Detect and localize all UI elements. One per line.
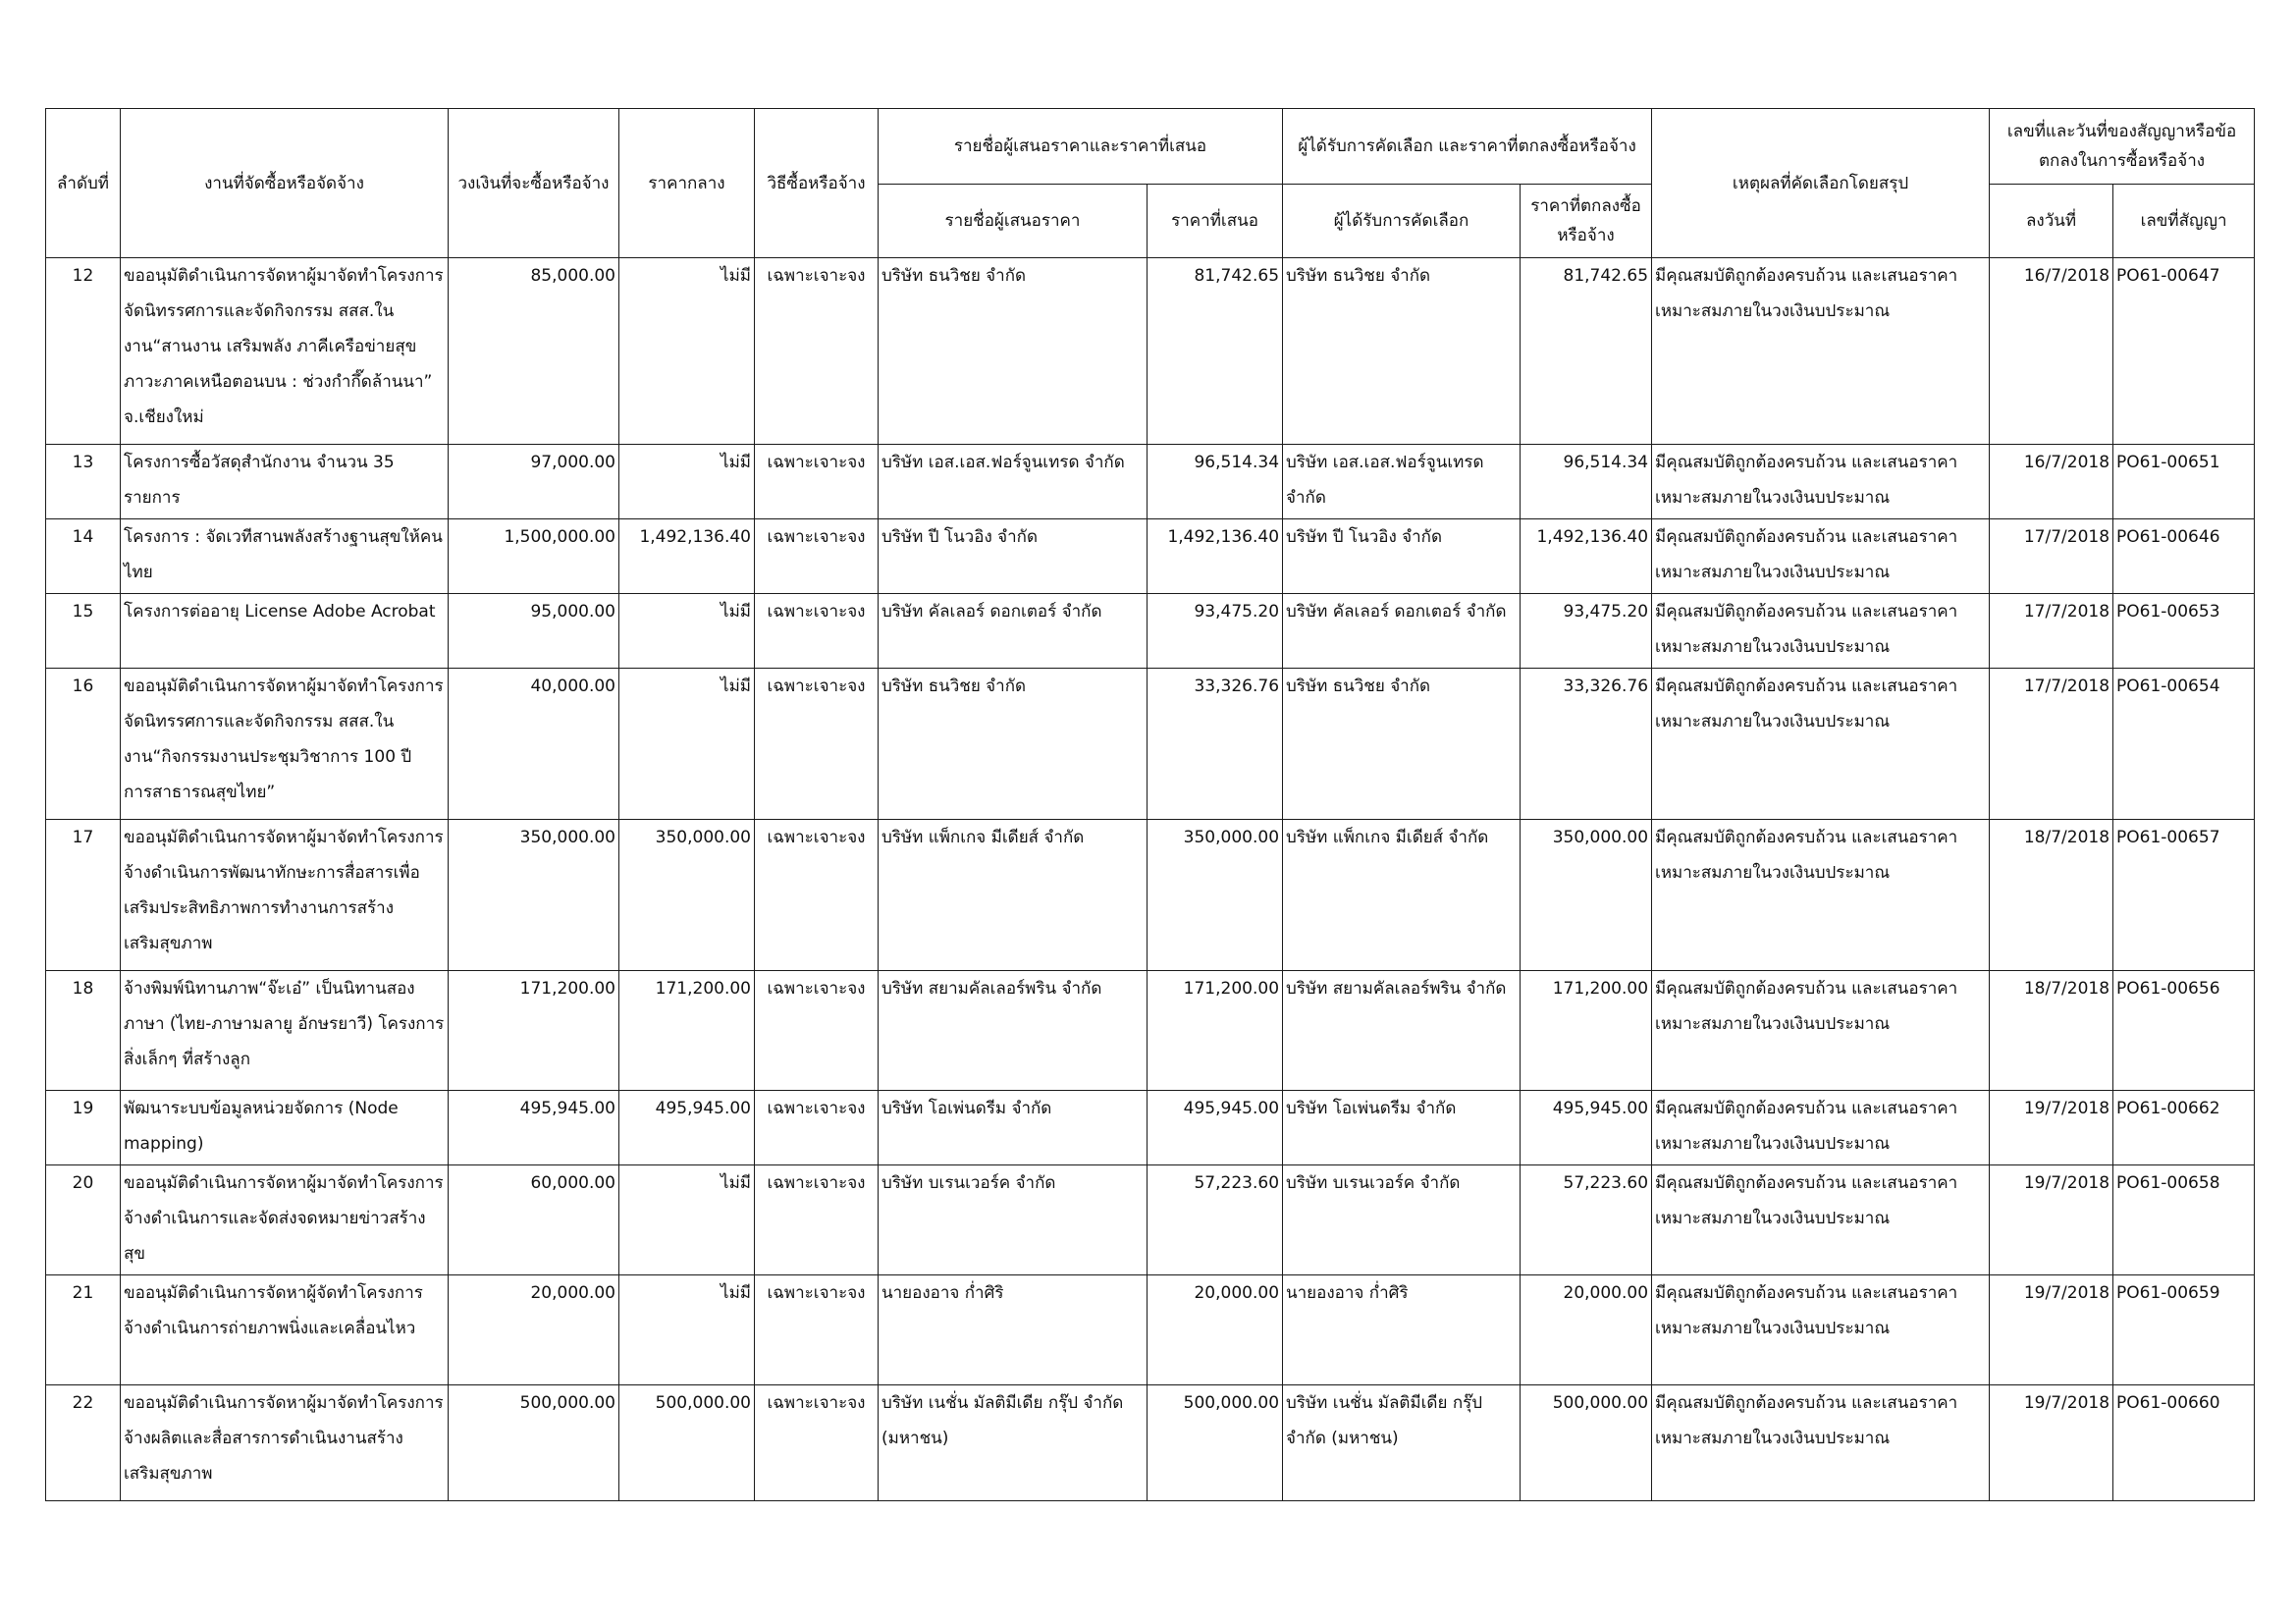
cell-agreed-price: 96,514.34 bbox=[1521, 445, 1652, 519]
cell-item: ขออนุมัติดำเนินการจัดหาผู้มาจัดทำโครงการจัดนิทรรศการและจัดกิจกรรม สสส.ในงาน“กิจกรรมงานประชุมวิชาการ 100 ปี การสาธารณสุขไทย” bbox=[121, 669, 449, 820]
cell-budget: 500,000.00 bbox=[449, 1385, 619, 1501]
cell-winner: บริษัท คัลเลอร์ ดอกเตอร์ จำกัด bbox=[1283, 594, 1521, 669]
cell-no: 14 bbox=[46, 519, 121, 594]
cell-bidder: บริษัท โอเพ่นดรีม จำกัด bbox=[879, 1091, 1148, 1165]
cell-agreed-price: 1,492,136.40 bbox=[1521, 519, 1652, 594]
cell-bidder: บริษัท แพ็กเกจ มีเดียส์ จำกัด bbox=[879, 820, 1148, 971]
cell-item: ขออนุมัติดำเนินการจัดหาผู้จัดทำโครงการจ้างดำเนินการถ่ายภาพนิ่งและเคลื่อนไหว bbox=[121, 1275, 449, 1385]
cell-agreed-price: 20,000.00 bbox=[1521, 1275, 1652, 1385]
cell-date: 16/7/2018 bbox=[1990, 445, 2113, 519]
cell-bid-price: 1,492,136.40 bbox=[1148, 519, 1283, 594]
cell-contract-no: PO61-00653 bbox=[2113, 594, 2255, 669]
cell-reason: มีคุณสมบัติถูกต้องครบถ้วน และเสนอราคาเหมาะสมภายในวงเงินบประมาณ bbox=[1652, 971, 1990, 1091]
cell-method: เฉพาะเจาะจง bbox=[755, 669, 879, 820]
cell-contract-no: PO61-00658 bbox=[2113, 1165, 2255, 1275]
table-row bbox=[46, 1275, 2255, 1385]
cell-date: 19/7/2018 bbox=[1990, 1091, 2113, 1165]
cell-date: 17/7/2018 bbox=[1990, 519, 2113, 594]
cell-bidder: บริษัท เอส.เอส.ฟอร์จูนเทรด จำกัด bbox=[879, 445, 1148, 519]
cell-median: ไม่มี bbox=[619, 258, 755, 445]
cell-reason: มีคุณสมบัติถูกต้องครบถ้วน และเสนอราคาเหมาะสมภายในวงเงินบประมาณ bbox=[1652, 519, 1990, 594]
cell-winner: บริษัท ปี โนวอิง จำกัด bbox=[1283, 519, 1521, 594]
cell-contract-no: PO61-00651 bbox=[2113, 445, 2255, 519]
cell-bidder: บริษัท ปี โนวอิง จำกัด bbox=[879, 519, 1148, 594]
cell-agreed-price: 81,742.65 bbox=[1521, 258, 1652, 445]
table-row bbox=[46, 820, 2255, 971]
table-row bbox=[46, 669, 2255, 820]
cell-date: 19/7/2018 bbox=[1990, 1165, 2113, 1275]
cell-winner: บริษัท โอเพ่นดรีม จำกัด bbox=[1283, 1091, 1521, 1165]
cell-method: เฉพาะเจาะจง bbox=[755, 594, 879, 669]
cell-item: ขออนุมัติดำเนินการจัดหาผู้มาจัดทำโครงการจ้างดำเนินการพัฒนาทักษะการสื่อสารเพื่อเสริมประสิทธิภาพการทำงานการสร้างเสริมสุขภาพ bbox=[121, 820, 449, 971]
cell-bidder: บริษัท สยามคัลเลอร์พริน จำกัด bbox=[879, 971, 1148, 1091]
cell-date: 17/7/2018 bbox=[1990, 594, 2113, 669]
cell-no: 17 bbox=[46, 820, 121, 971]
table-row bbox=[46, 1091, 2255, 1165]
cell-median: ไม่มี bbox=[619, 669, 755, 820]
cell-bid-price: 20,000.00 bbox=[1148, 1275, 1283, 1385]
header-reason: เหตุผลที่คัดเลือกโดยสรุป bbox=[1652, 109, 1990, 258]
cell-contract-no: PO61-00662 bbox=[2113, 1091, 2255, 1165]
header-bidders-group: รายชื่อผู้เสนอราคาและราคาที่เสนอ bbox=[879, 109, 1283, 185]
table-row bbox=[46, 445, 2255, 519]
cell-budget: 350,000.00 bbox=[449, 820, 619, 971]
cell-bid-price: 81,742.65 bbox=[1148, 258, 1283, 445]
cell-median: 500,000.00 bbox=[619, 1385, 755, 1501]
cell-budget: 171,200.00 bbox=[449, 971, 619, 1091]
cell-median: ไม่มี bbox=[619, 1275, 755, 1385]
cell-method: เฉพาะเจาะจง bbox=[755, 971, 879, 1091]
cell-median: ไม่มี bbox=[619, 1165, 755, 1275]
cell-bid-price: 93,475.20 bbox=[1148, 594, 1283, 669]
cell-agreed-price: 171,200.00 bbox=[1521, 971, 1652, 1091]
header-no: ลำดับที่ bbox=[46, 109, 121, 258]
cell-median: 350,000.00 bbox=[619, 820, 755, 971]
cell-agreed-price: 33,326.76 bbox=[1521, 669, 1652, 820]
table-row bbox=[46, 594, 2255, 669]
cell-reason: มีคุณสมบัติถูกต้องครบถ้วน และเสนอราคาเหมาะสมภายในวงเงินบประมาณ bbox=[1652, 445, 1990, 519]
cell-method: เฉพาะเจาะจง bbox=[755, 445, 879, 519]
table-row bbox=[46, 519, 2255, 594]
cell-contract-no: PO61-00656 bbox=[2113, 971, 2255, 1091]
cell-date: 19/7/2018 bbox=[1990, 1275, 2113, 1385]
table-row bbox=[46, 1385, 2255, 1501]
cell-bid-price: 57,223.60 bbox=[1148, 1165, 1283, 1275]
cell-budget: 495,945.00 bbox=[449, 1091, 619, 1165]
procurement-table bbox=[45, 108, 2255, 1501]
cell-reason: มีคุณสมบัติถูกต้องครบถ้วน และเสนอราคาเหมาะสมภายในวงเงินบประมาณ bbox=[1652, 594, 1990, 669]
cell-item: ขออนุมัติดำเนินการจัดหาผู้มาจัดทำโครงการจัดนิทรรศการและจัดกิจกรรม สสส.ในงาน“สานงาน เสริมพลัง ภาคีเครือข่ายสุขภาวะภาคเหนือตอนบน : ช่วงกำกึ๊ดล้านนา” จ.เชียงใหม่ bbox=[121, 258, 449, 445]
cell-contract-no: PO61-00646 bbox=[2113, 519, 2255, 594]
cell-agreed-price: 500,000.00 bbox=[1521, 1385, 1652, 1501]
cell-item: โครงการซื้อวัสดุสำนักงาน จำนวน 35 รายการ bbox=[121, 445, 449, 519]
table-body bbox=[46, 258, 2255, 1501]
cell-method: เฉพาะเจาะจง bbox=[755, 1275, 879, 1385]
cell-contract-no: PO61-00659 bbox=[2113, 1275, 2255, 1385]
cell-contract-no: PO61-00647 bbox=[2113, 258, 2255, 445]
header-method: วิธีซื้อหรือจ้าง bbox=[755, 109, 879, 258]
cell-winner: บริษัท บเรนเวอร์ค จำกัด bbox=[1283, 1165, 1521, 1275]
cell-date: 18/7/2018 bbox=[1990, 971, 2113, 1091]
cell-median: 495,945.00 bbox=[619, 1091, 755, 1165]
cell-winner: บริษัท เนชั่น มัลติมีเดีย กรุ๊ป จำกัด (มหาชน) bbox=[1283, 1385, 1521, 1501]
header-contract-no: เลขที่สัญญา bbox=[2113, 185, 2255, 258]
cell-reason: มีคุณสมบัติถูกต้องครบถ้วน และเสนอราคาเหมาะสมภายในวงเงินบประมาณ bbox=[1652, 258, 1990, 445]
cell-agreed-price: 495,945.00 bbox=[1521, 1091, 1652, 1165]
cell-winner: บริษัท สยามคัลเลอร์พริน จำกัด bbox=[1283, 971, 1521, 1091]
cell-item: พัฒนาระบบข้อมูลหน่วยจัดการ (Node mapping) bbox=[121, 1091, 449, 1165]
cell-reason: มีคุณสมบัติถูกต้องครบถ้วน และเสนอราคาเหมาะสมภายในวงเงินบประมาณ bbox=[1652, 1275, 1990, 1385]
cell-item: ขออนุมัติดำเนินการจัดหาผู้มาจัดทำโครงการจ้างดำเนินการและจัดส่งจดหมายข่าวสร้างสุข bbox=[121, 1165, 449, 1275]
cell-bidder: บริษัท ธนวิชย จำกัด bbox=[879, 258, 1148, 445]
cell-median: ไม่มี bbox=[619, 445, 755, 519]
cell-contract-no: PO61-00654 bbox=[2113, 669, 2255, 820]
header-bid-price: ราคาที่เสนอ bbox=[1148, 185, 1283, 258]
cell-method: เฉพาะเจาะจง bbox=[755, 258, 879, 445]
cell-budget: 40,000.00 bbox=[449, 669, 619, 820]
cell-reason: มีคุณสมบัติถูกต้องครบถ้วน และเสนอราคาเหมาะสมภายในวงเงินบประมาณ bbox=[1652, 669, 1990, 820]
cell-no: 20 bbox=[46, 1165, 121, 1275]
cell-budget: 85,000.00 bbox=[449, 258, 619, 445]
cell-date: 18/7/2018 bbox=[1990, 820, 2113, 971]
cell-budget: 20,000.00 bbox=[449, 1275, 619, 1385]
cell-reason: มีคุณสมบัติถูกต้องครบถ้วน และเสนอราคาเหมาะสมภายในวงเงินบประมาณ bbox=[1652, 1385, 1990, 1501]
cell-bid-price: 500,000.00 bbox=[1148, 1385, 1283, 1501]
cell-item: โครงการ : จัดเวทีสานพลังสร้างฐานสุขให้คนไทย bbox=[121, 519, 449, 594]
cell-date: 17/7/2018 bbox=[1990, 669, 2113, 820]
cell-no: 19 bbox=[46, 1091, 121, 1165]
cell-item: ขออนุมัติดำเนินการจัดหาผู้มาจัดทำโครงการจ้างผลิตและสื่อสารการดำเนินงานสร้างเสริมสุขภาพ bbox=[121, 1385, 449, 1501]
cell-bid-price: 33,326.76 bbox=[1148, 669, 1283, 820]
table-row bbox=[46, 971, 2255, 1091]
header-winner-name: ผู้ได้รับการคัดเลือก bbox=[1283, 185, 1521, 258]
cell-winner: บริษัท เอส.เอส.ฟอร์จูนเทรด จำกัด bbox=[1283, 445, 1521, 519]
procurement-sheet bbox=[45, 108, 2254, 1501]
cell-winner: บริษัท แพ็กเกจ มีเดียส์ จำกัด bbox=[1283, 820, 1521, 971]
cell-no: 21 bbox=[46, 1275, 121, 1385]
cell-no: 12 bbox=[46, 258, 121, 445]
cell-item: โครงการต่ออายุ License Adobe Acrobat bbox=[121, 594, 449, 669]
header-agreed-price: ราคาที่ตกลงซื้อหรือจ้าง bbox=[1521, 185, 1652, 258]
cell-bidder: บริษัท เนชั่น มัลติมีเดีย กรุ๊ป จำกัด (มหาชน) bbox=[879, 1385, 1148, 1501]
cell-no: 18 bbox=[46, 971, 121, 1091]
cell-budget: 1,500,000.00 bbox=[449, 519, 619, 594]
cell-bidder: บริษัท บเรนเวอร์ค จำกัด bbox=[879, 1165, 1148, 1275]
cell-no: 22 bbox=[46, 1385, 121, 1501]
header-winner-group: ผู้ได้รับการคัดเลือก และราคาที่ตกลงซื้อหรือจ้าง bbox=[1283, 109, 1652, 185]
cell-winner: บริษัท ธนวิชย จำกัด bbox=[1283, 258, 1521, 445]
cell-no: 15 bbox=[46, 594, 121, 669]
cell-bid-price: 171,200.00 bbox=[1148, 971, 1283, 1091]
cell-reason: มีคุณสมบัติถูกต้องครบถ้วน และเสนอราคาเหมาะสมภายในวงเงินบประมาณ bbox=[1652, 1091, 1990, 1165]
cell-date: 19/7/2018 bbox=[1990, 1385, 2113, 1501]
cell-bidder: บริษัท ธนวิชย จำกัด bbox=[879, 669, 1148, 820]
header-median: ราคากลาง bbox=[619, 109, 755, 258]
cell-bid-price: 96,514.34 bbox=[1148, 445, 1283, 519]
cell-winner: นายองอาจ ก่ำศิริ bbox=[1283, 1275, 1521, 1385]
table-row bbox=[46, 258, 2255, 445]
cell-date: 16/7/2018 bbox=[1990, 258, 2113, 445]
cell-median: 1,492,136.40 bbox=[619, 519, 755, 594]
cell-winner: บริษัท ธนวิชย จำกัด bbox=[1283, 669, 1521, 820]
cell-method: เฉพาะเจาะจง bbox=[755, 1385, 879, 1501]
cell-budget: 95,000.00 bbox=[449, 594, 619, 669]
cell-budget: 60,000.00 bbox=[449, 1165, 619, 1275]
cell-agreed-price: 57,223.60 bbox=[1521, 1165, 1652, 1275]
cell-bidder: บริษัท คัลเลอร์ ดอกเตอร์ จำกัด bbox=[879, 594, 1148, 669]
cell-contract-no: PO61-00657 bbox=[2113, 820, 2255, 971]
cell-method: เฉพาะเจาะจง bbox=[755, 519, 879, 594]
header-budget: วงเงินที่จะซื้อหรือจ้าง bbox=[449, 109, 619, 258]
cell-agreed-price: 350,000.00 bbox=[1521, 820, 1652, 971]
cell-bidder: นายองอาจ ก่ำศิริ bbox=[879, 1275, 1148, 1385]
header-bidder-name: รายชื่อผู้เสนอราคา bbox=[879, 185, 1148, 258]
cell-agreed-price: 93,475.20 bbox=[1521, 594, 1652, 669]
table-row bbox=[46, 1165, 2255, 1275]
header-date: ลงวันที่ bbox=[1990, 185, 2113, 258]
table-header bbox=[46, 109, 2255, 258]
header-contract-group: เลขที่และวันที่ของสัญญาหรือข้อตกลงในการซื้อหรือจ้าง bbox=[1990, 109, 2255, 185]
cell-bid-price: 495,945.00 bbox=[1148, 1091, 1283, 1165]
cell-median: ไม่มี bbox=[619, 594, 755, 669]
cell-bid-price: 350,000.00 bbox=[1148, 820, 1283, 971]
cell-budget: 97,000.00 bbox=[449, 445, 619, 519]
header-item: งานที่จัดซื้อหรือจัดจ้าง bbox=[121, 109, 449, 258]
cell-item: จ้างพิมพ์นิทานภาพ“จ๊ะเอ๋” เป็นนิทานสองภาษา (ไทย-ภาษามลายู อักษรยาวี) โครงการ สิ่งเล็กๆ ที่สร้างลูก bbox=[121, 971, 449, 1091]
cell-method: เฉพาะเจาะจง bbox=[755, 820, 879, 971]
cell-median: 171,200.00 bbox=[619, 971, 755, 1091]
cell-reason: มีคุณสมบัติถูกต้องครบถ้วน และเสนอราคาเหมาะสมภายในวงเงินบประมาณ bbox=[1652, 820, 1990, 971]
cell-contract-no: PO61-00660 bbox=[2113, 1385, 2255, 1501]
cell-no: 13 bbox=[46, 445, 121, 519]
cell-reason: มีคุณสมบัติถูกต้องครบถ้วน และเสนอราคาเหมาะสมภายในวงเงินบประมาณ bbox=[1652, 1165, 1990, 1275]
cell-method: เฉพาะเจาะจง bbox=[755, 1091, 879, 1165]
cell-method: เฉพาะเจาะจง bbox=[755, 1165, 879, 1275]
cell-no: 16 bbox=[46, 669, 121, 820]
